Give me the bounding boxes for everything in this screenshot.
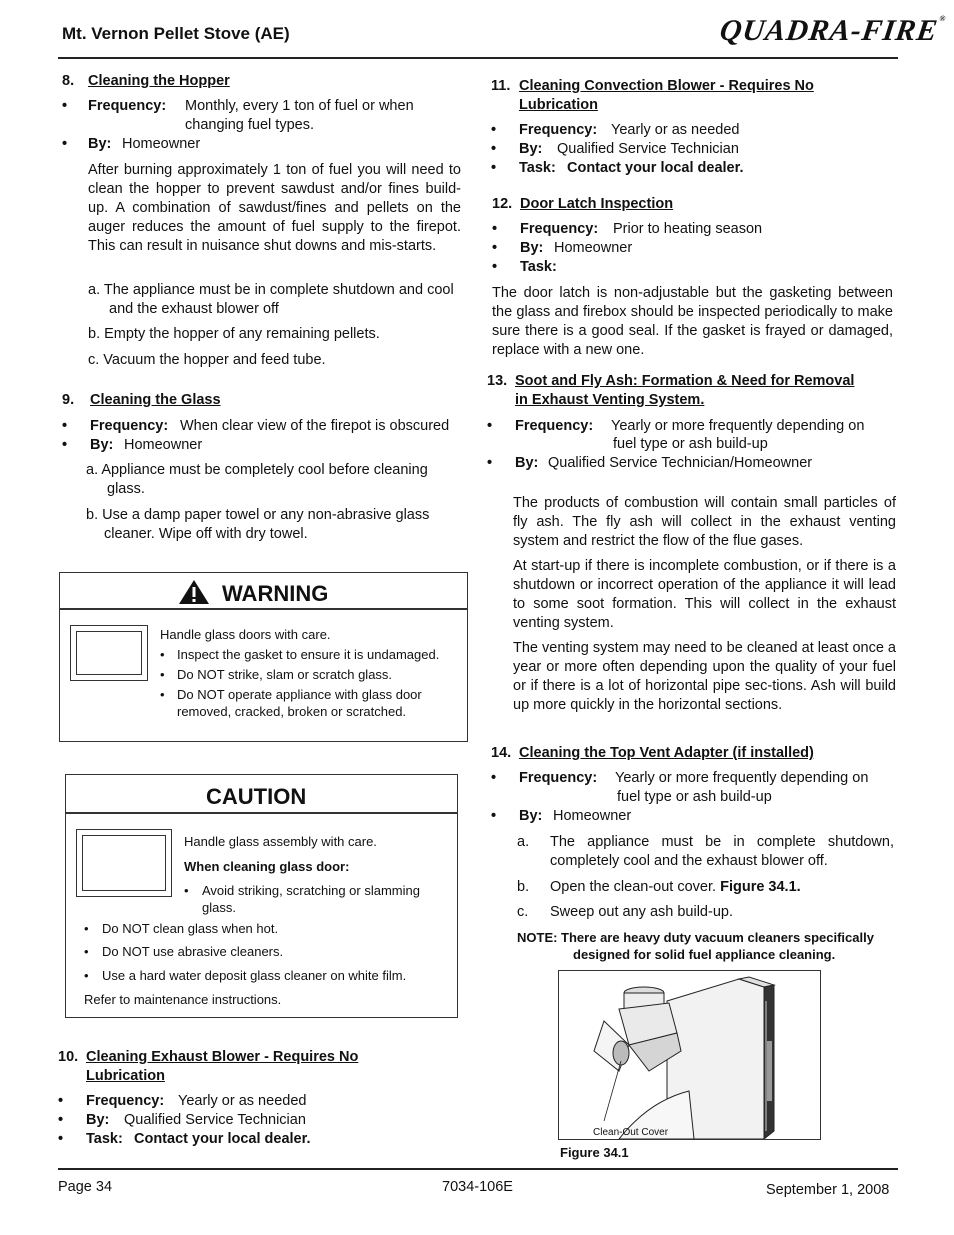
warning-item: Inspect the gasket to ensure it is undamaged. — [177, 647, 440, 662]
section-11-title: Cleaning Convection Blower - Requires No — [519, 78, 814, 94]
s13-paragraph-1: The products of combustion will contain small particles of fly ash. The fly ash will collect in the exhaust venting system and restrict the flow of the flue gases. — [513, 495, 896, 549]
s14-step-c: Sweep out any ash build-up. — [550, 904, 733, 920]
s13-paragraph-3: The venting system may need to be cleaned at least once a year or more often depending upon the quality of your fuel or if there is a lot of horizontal pipe sec-tions. Ash will build up more quickly in the horizontal sections. — [513, 640, 896, 713]
s10-task-label: Task: — [86, 1131, 123, 1147]
section-10-title: Cleaning Exhaust Blower - Requires No — [86, 1049, 359, 1065]
s12-frequency-value: Prior to heating season — [613, 221, 763, 237]
glass-door-icon — [70, 625, 148, 681]
section-12-title: Door Latch Inspection — [520, 196, 674, 212]
s12-bullet: • — [492, 240, 498, 256]
s10-bullet: • — [58, 1093, 64, 1109]
s14-by-value: Homeowner — [553, 808, 632, 824]
section-13-number: 13. — [487, 373, 508, 389]
s8-step-b: b. Empty the hopper of any remaining pellets. — [88, 326, 380, 342]
warning-item: Do NOT operate appliance with glass door removed, cracked, broken or scratched. — [177, 687, 422, 719]
caution-intro: Handle glass assembly with care. — [184, 834, 377, 849]
s8-paragraph: After burning approximately 1 ton of fuel you will need to clean the hopper to prevent sawdust and/or fines build-up. A combination of sawdust/fines and pellets on the auger reduces the amount of fuel supply to the firepot. This can result in nuisance shut downs and mis-starts. — [88, 162, 461, 254]
section-10-number: 10. — [58, 1049, 79, 1065]
warning-box — [59, 572, 468, 742]
s9-by-bullet: • — [62, 437, 68, 453]
s13-frequency-value-2: fuel type or ash build-up — [613, 436, 768, 452]
s10-bullet: • — [58, 1131, 64, 1147]
warning-icon — [178, 579, 210, 610]
s14-bullet: • — [491, 808, 497, 824]
s13-frequency-value: Yearly or more frequently depending on — [611, 418, 865, 434]
s12-bullet: • — [492, 221, 498, 237]
warning-title: WARNING — [222, 581, 329, 606]
s13-frequency-label: Frequency: — [515, 418, 594, 434]
warning-intro: Handle glass doors with care. — [160, 627, 331, 642]
s8-step-a: a. The appliance must be in complete shutdown and cool and the exhaust blower off — [88, 282, 454, 317]
s10-frequency-value: Yearly or as needed — [178, 1093, 307, 1109]
caution-item: • Do NOT use abrasive cleaners. — [84, 944, 284, 959]
document-number: 7034-106E — [442, 1179, 513, 1195]
s8-frequency-label: Frequency: — [88, 98, 167, 114]
s14-note: NOTE: There are heavy duty vacuum cleaners specifically — [517, 930, 874, 945]
s14-step-a: The appliance must be in complete shutdown, completely cool and the exhaust blower off. — [550, 834, 894, 869]
s14-bullet: • — [491, 770, 497, 786]
s12-paragraph: The door latch is non-adjustable but the gasketing between the glass and firebox should be inspected periodically to make sure there is a good seal. If the gasket is frayed or damaged, replace with a new one. — [492, 285, 893, 358]
s9-frequency-bullet: • — [62, 418, 68, 434]
s13-bullet: • — [487, 418, 493, 434]
s14-by-label: By: — [519, 808, 543, 824]
s11-task-value: Contact your local dealer. — [567, 160, 744, 176]
s12-by-value: Homeowner — [554, 240, 633, 256]
s11-bullet: • — [491, 141, 497, 157]
s8-by-label: By: — [88, 136, 112, 152]
caution-item: • Use a hard water deposit glass cleaner on white film. — [84, 968, 407, 983]
caution-box — [65, 774, 458, 1018]
s10-task-value: Contact your local dealer. — [134, 1131, 311, 1147]
s10-bullet: • — [58, 1112, 64, 1128]
s14-step-b: Open the clean-out cover. Figure 34.1. — [550, 879, 801, 895]
s8-by-value: Homeowner — [122, 136, 201, 152]
s10-by-value: Qualified Service Technician — [124, 1112, 306, 1128]
section-11-number: 11. — [491, 78, 511, 94]
figure-caption: Figure 34.1 — [560, 1145, 629, 1160]
s14-frequency-label: Frequency: — [519, 770, 598, 786]
warning-list: • Inspect the gasket to ensure it is undamaged. • Do NOT strike, slam or scratch glass. • Do NOT operate appliance with glass door removed, cracked, broken or scratched. — [160, 646, 462, 720]
s13-by-value: Qualified Service Technician/Homeowner — [548, 455, 813, 471]
s14-note-2: designed for solid fuel appliance cleaning. — [573, 947, 836, 962]
document-date: September 1, 2008 — [766, 1182, 890, 1198]
figure-callout: Clean-Out Cover — [593, 1127, 669, 1138]
caution-title: CAUTION — [206, 784, 307, 809]
s9-frequency-label: Frequency: — [90, 418, 169, 434]
section-9-number: 9. — [62, 392, 75, 408]
s8-by-bullet: • — [62, 136, 68, 152]
header-rule — [58, 57, 898, 59]
s11-frequency-value: Yearly or as needed — [611, 122, 740, 138]
s11-frequency-label: Frequency: — [519, 122, 598, 138]
brand-logo: QUADRA-FIRE® — [717, 14, 948, 47]
s12-by-label: By: — [520, 240, 544, 256]
s13-paragraph-2: At start-up if there is incomplete combustion, or if there is a shutdown or incorrect operation of the appliance it will lead to some soot formation. This will collect in the exhaust venting system. — [513, 558, 896, 631]
caution-item: • Avoid striking, scratching or slamming glass. — [184, 883, 420, 915]
section-13-title: Soot and Fly Ash: Formation & Need for Removal — [515, 373, 855, 389]
s14-step-c-label: c. — [517, 904, 529, 920]
s8-frequency-value-2: changing fuel types. — [185, 117, 314, 133]
s14-frequency-value: Yearly or more frequently depending on — [615, 770, 869, 786]
s13-by-label: By: — [515, 455, 539, 471]
glass-assembly-icon — [76, 829, 172, 897]
figure-34-1 — [558, 970, 821, 1140]
section-13-title-2: in Exhaust Venting System. — [515, 392, 705, 408]
s11-by-label: By: — [519, 141, 543, 157]
figure-reference: Figure 34.1. — [720, 879, 801, 895]
s9-step-b: b. Use a damp paper towel or any non-abrasive glass cleaner. Wipe off with dry towel. — [86, 507, 430, 542]
s11-bullet: • — [491, 160, 497, 176]
section-12-number: 12. — [492, 196, 513, 212]
section-11-title-2: Lubrication — [519, 97, 598, 113]
s13-bullet: • — [487, 455, 493, 471]
s8-frequency-value: Monthly, every 1 ton of fuel or when — [185, 98, 414, 114]
s14-frequency-value-2: fuel type or ash build-up — [617, 789, 772, 805]
s9-step-a: a. Appliance must be completely cool before cleaning glass. — [86, 462, 428, 497]
s12-frequency-label: Frequency: — [520, 221, 599, 237]
section-14-title: Cleaning the Top Vent Adapter (if installed) — [519, 745, 814, 761]
caution-item: • Do NOT clean glass when hot. — [84, 921, 279, 936]
page-number: Page 34 — [58, 1179, 113, 1195]
s11-task-label: Task: — [519, 160, 556, 176]
s14-step-b-label: b. — [517, 879, 530, 895]
s12-bullet: • — [492, 259, 498, 275]
vent-adapter-illustration — [559, 971, 820, 1139]
section-8-number: 8. — [62, 73, 75, 89]
s10-by-label: By: — [86, 1112, 110, 1128]
section-10-title-2: Lubrication — [86, 1068, 165, 1084]
section-9-title: Cleaning the Glass — [90, 392, 221, 408]
section-8-title: Cleaning the Hopper — [88, 73, 230, 89]
caution-footer: Refer to maintenance instructions. — [84, 992, 282, 1007]
s9-by-label: By: — [90, 437, 114, 453]
s11-bullet: • — [491, 122, 497, 138]
s14-step-a-label: a. — [517, 834, 530, 850]
s12-task-label: Task: — [520, 259, 557, 275]
caution-subhead: When cleaning glass door: — [184, 859, 350, 874]
footer-rule — [58, 1168, 898, 1170]
s9-by-value: Homeowner — [124, 437, 203, 453]
s8-step-c: c. Vacuum the hopper and feed tube. — [88, 352, 326, 368]
document-title: Mt. Vernon Pellet Stove (AE) — [62, 24, 290, 43]
warning-item: Do NOT strike, slam or scratch glass. — [177, 667, 393, 682]
s8-frequency: • — [62, 98, 68, 114]
s11-by-value: Qualified Service Technician — [557, 141, 739, 157]
s9-frequency-value: When clear view of the firepot is obscured — [180, 418, 450, 434]
section-14-number: 14. — [491, 745, 512, 761]
s10-frequency-label: Frequency: — [86, 1093, 165, 1109]
